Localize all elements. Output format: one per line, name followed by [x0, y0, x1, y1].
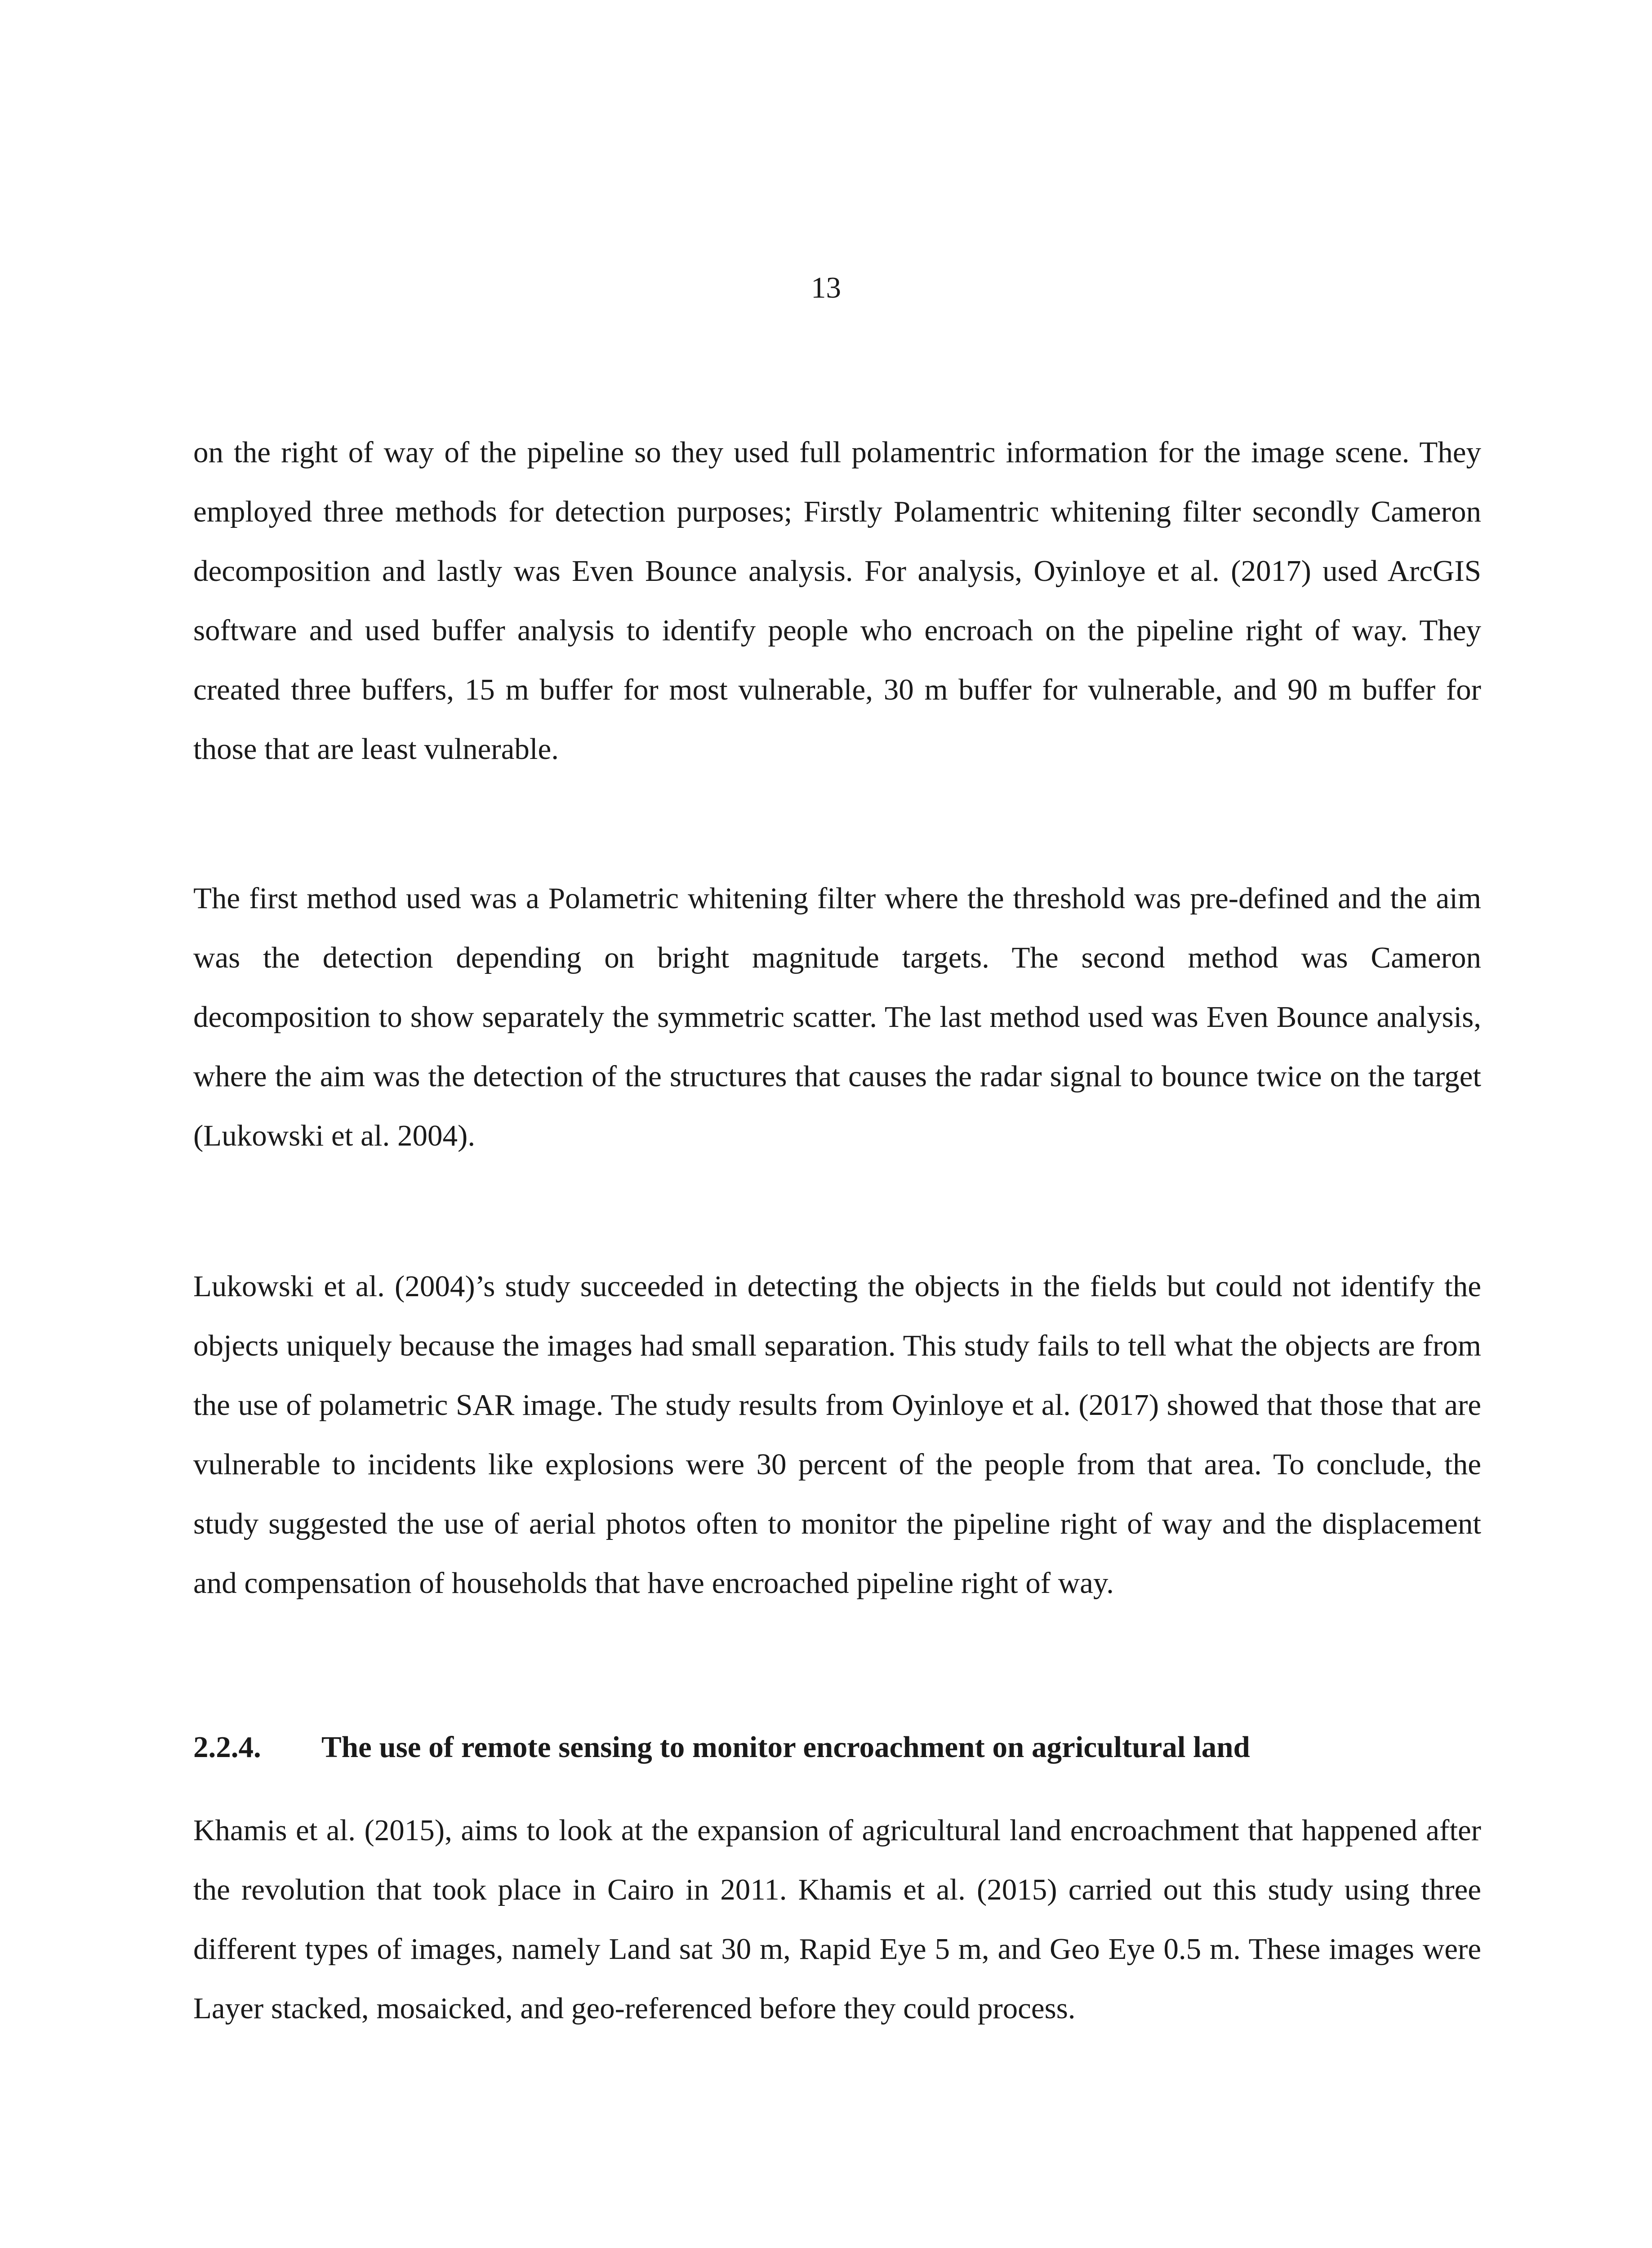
body-paragraph-1: on the right of way of the pipeline so they used full polamentric information for the image scene. They employed three methods for detection purposes; Firstly Polamentric whitening filter secondly Cameron decomposition and lastly was Even Bounce analysis. For analysis, Oyinloye et al. (2017) used ArcGIS software and used buffer analysis to identify people who encroach on the pipeline right of way. They created three buffers, 15 m buffer for most vulnerable, 30 m buffer for vulnerable, and 90 m buffer for those that are least vulnerable.: [193, 436, 1481, 766]
page-number: 13: [811, 271, 841, 304]
section-number: 2.2.4.: [193, 1731, 261, 1764]
body-paragraph-3: Lukowski et al. (2004)’s study succeeded in detecting the objects in the fields but could not identify the objects uniquely because the images had small separation. This study fails to tell what the objects are from the use of polametric SAR image. The study results from Oyinloye et al. (2017) showed that those that are vulnerable to incidents like explosions were 30 percent of the people from that area. To conclude, the study suggested the use of aerial photos often to monitor the pipeline right of way and the displacement and compensation of households that have encroached pipeline right of way.: [193, 1270, 1481, 1600]
section-title: The use of remote sensing to monitor encroachment on agricultural land: [321, 1731, 1250, 1764]
body-paragraph-2: The first method used was a Polametric whitening filter where the threshold was pre-defined and the aim was the detection depending on bright magnitude targets. The second method was Cameron decomposition to show separately the symmetric scatter. The last method used was Even Bounce analysis, where the aim was the detection of the structures that causes the radar signal to bounce twice on the target (Lukowski et al. 2004).: [193, 882, 1481, 1152]
section-heading: [193, 1717, 1481, 1777]
section-paragraph: Khamis et al. (2015), aims to look at the expansion of agricultural land encroachment that happened after the revolution that took place in Cairo in 2011. Khamis et al. (2015) carried out this study using three different types of images, namely Land sat 30 m, Rapid Eye 5 m, and Geo Eye 0.5 m. These images were Layer stacked, mosaicked, and geo-referenced before they could process.: [193, 1814, 1481, 2025]
